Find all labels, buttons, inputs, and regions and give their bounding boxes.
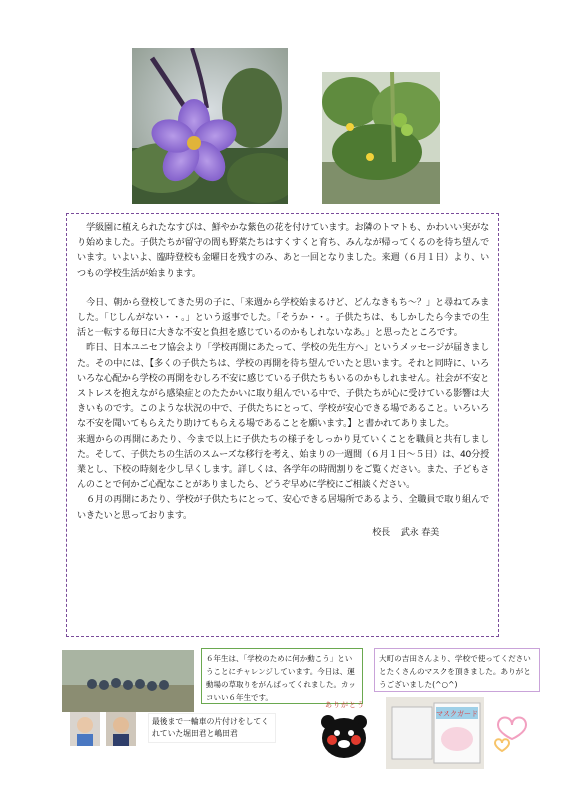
letter-paragraph-garden: 学級園に植えられたなすびは、鮮やかな紫色の花を付けています。お隣のトマトも、かわいい実がなり始めました。子供たちが留守の間も野菜たちはすくすくと育ち、みんなが帰ってくるのを待ち望んでいます。いよいよ、臨時登校も金曜日を残すのみ、あと一回となりました。来週（６月１日）より、いつもの学校生活が始まります。 <box>77 223 489 279</box>
tomato-plant-image <box>322 72 440 204</box>
letter-paragraph-unicef-message: 昨日、日本ユニセフ協会より「学校再開にあたって、学校の先生方へ」というメッセージが届きました。その中には、【多くの子供たちは、学校の再開を待ち望んでいたと思います。それと同時に、いろいろな心配から学校の再開をむしろ不安に感じている子供たちもいるのかもしれません。社会が不安とストレスを抱えながら感染症とのたたかいに取り組んでいる中で、子供たちが心に受けている影響は大きいものです。このような状況の中で、子供たちにとって、学校が安心できる場であること。いろいろな不安を聞いてもらえたり助けてもらえる場であることを願います。】と書かれてありました。 <box>77 343 489 430</box>
eggplant-flower-image <box>132 48 288 204</box>
tomato-plant-photo <box>322 72 440 204</box>
letter-paragraph-student-feelings: 今日、朝から登校してきた男の子に、「来週から学校始まるけど、どんなきもち～？」と尋ねてみました。「じしんがない・・。」という返事でした。「そうか・・。子供たちは、もしかしたら今までの生活と一転する毎日に大きな不安と負担を感じているのかもしれないなあ。」と思ったところです。 <box>77 297 489 339</box>
mask-thanks-note: 大町の吉田さんより、学校で使ってくださいとたくさんのマスクを頂きました。ありがとうございました(^○^) <box>374 648 540 692</box>
signature <box>77 526 489 541</box>
mask-box-photo <box>386 697 484 769</box>
helpers-caption: 最後まで一輪車の片付けをしてくれていた堀田君と嶋田君 <box>148 713 276 743</box>
mask-box-label: マスクガード <box>436 710 478 718</box>
signature-title: 校長 <box>372 527 391 538</box>
letter-paragraph-reopening-schedule: 来週からの再開にあたり、今まで以上に子供たちの様子をしっかり見ていくことを職員と共有しました。そして、子供たちの生活のスムーズな移行を考え、始まりの一週間（６月１日～５日）は、40分授業とし、下校の時刻を少し早くします。詳しくは、各学年の時間割りをご覧ください。また、子どもさんのことで何かご心配なことがありましたら、どうぞ早めに学校にご相談ください。 <box>77 434 489 491</box>
hearts-decoration <box>492 705 530 755</box>
heart-icon <box>492 705 530 755</box>
letter-paragraph-closing: ６月の再開にあたり、学校が子供たちにとって、安心できる居場所であるよう、全職員で取り組んでいきたいと思っております。 <box>77 495 489 521</box>
mask-box-image <box>386 697 484 769</box>
eggplant-flower-photo <box>132 48 288 204</box>
mascot-caption: ありがとう <box>325 701 365 709</box>
principal-letter <box>66 213 499 637</box>
grade6-note: ６年生は、「学校のために何か動こう」ということにチャレンジしています。今日は、運動場の草取りをがんばってくれました。カッコいい６年生です。 <box>201 648 363 704</box>
signature-name: 武永 春美 <box>400 527 439 538</box>
